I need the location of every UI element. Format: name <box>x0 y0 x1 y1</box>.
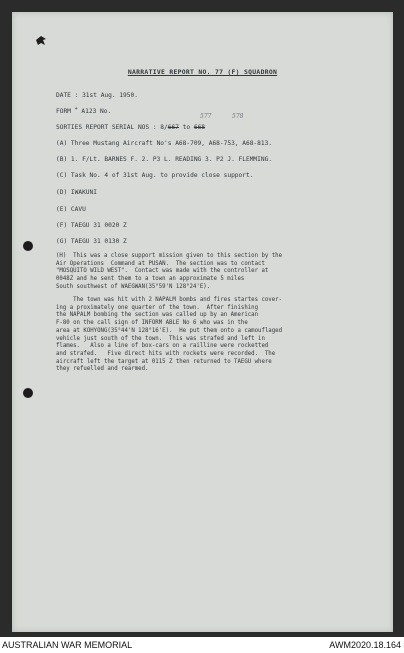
item-d: (D) IWAKUNI <box>56 189 97 196</box>
report-title: NARRATIVE REPORT NO. 77 (F) SQUADRON <box>127 68 278 76</box>
pencil-annotation: 577 <box>200 113 212 120</box>
form-line: FORM + A123 No. <box>56 106 112 115</box>
footer-credit: AUSTRALIAN WAR MEMORIAL <box>2 640 133 650</box>
paragraph-narrative: The town was hit with 2 NAPALM bombs and fires startes cover- ing a proximately one quarter of the town. After finishing the NAPALM bombing the section was called up by an American F-80 on the call sign of INFORM ABLE No 6 who was in the area at KOHYONG(35°44'N 128°16'E). He put them onto a camouflaged vehicle just south of the town. This was strafed and left in flames. Also a line of box-cars on a railline were rocketted and strafed. Five direct hits with rockets were recorded. The aircraft left the target at 0115 Z then returned to TAEGU where they refuelled and rearmed. <box>56 297 282 373</box>
sorties-line: SORTIES REPORT SERIAL NOS : 8/667 to 668 <box>56 124 206 131</box>
item-b: (B) 1. F/Lt. BARNES F. 2. P3 L. READING 3. P2 J. FLEMMING. <box>56 156 273 163</box>
date-line: DATE : 31st Aug. 1950. <box>56 92 138 99</box>
item-e: (E) CAVU <box>56 206 86 213</box>
pencil-annotation: 578 <box>232 113 244 120</box>
paragraph-h: (H) This was a close support mission given to this section by the Air Operations Command at PUSAN. The section was to contact "MOSQUITO WILD WEST". Contact was made with the controller at 0048Z and he sent them to a town an approximate 5 miles South southwest of WAEGWAN(35°59'N 128°24'E). <box>56 253 282 290</box>
report-text <box>12 12 393 632</box>
footer-accession-number: AWM2020.18.164 <box>329 640 401 650</box>
item-g: (G) TAEGU 31 0130 Z <box>56 238 127 245</box>
item-c: (C) Task No. 4 of 31st Aug. to provide close support. <box>56 172 254 179</box>
document-page <box>12 12 393 632</box>
item-f: (F) TAEGU 31 0020 Z <box>56 222 127 229</box>
footer <box>0 637 404 653</box>
item-a: (A) Three Mustang Aircraft No's A68-709, A68-753, A68-813. <box>56 140 273 147</box>
